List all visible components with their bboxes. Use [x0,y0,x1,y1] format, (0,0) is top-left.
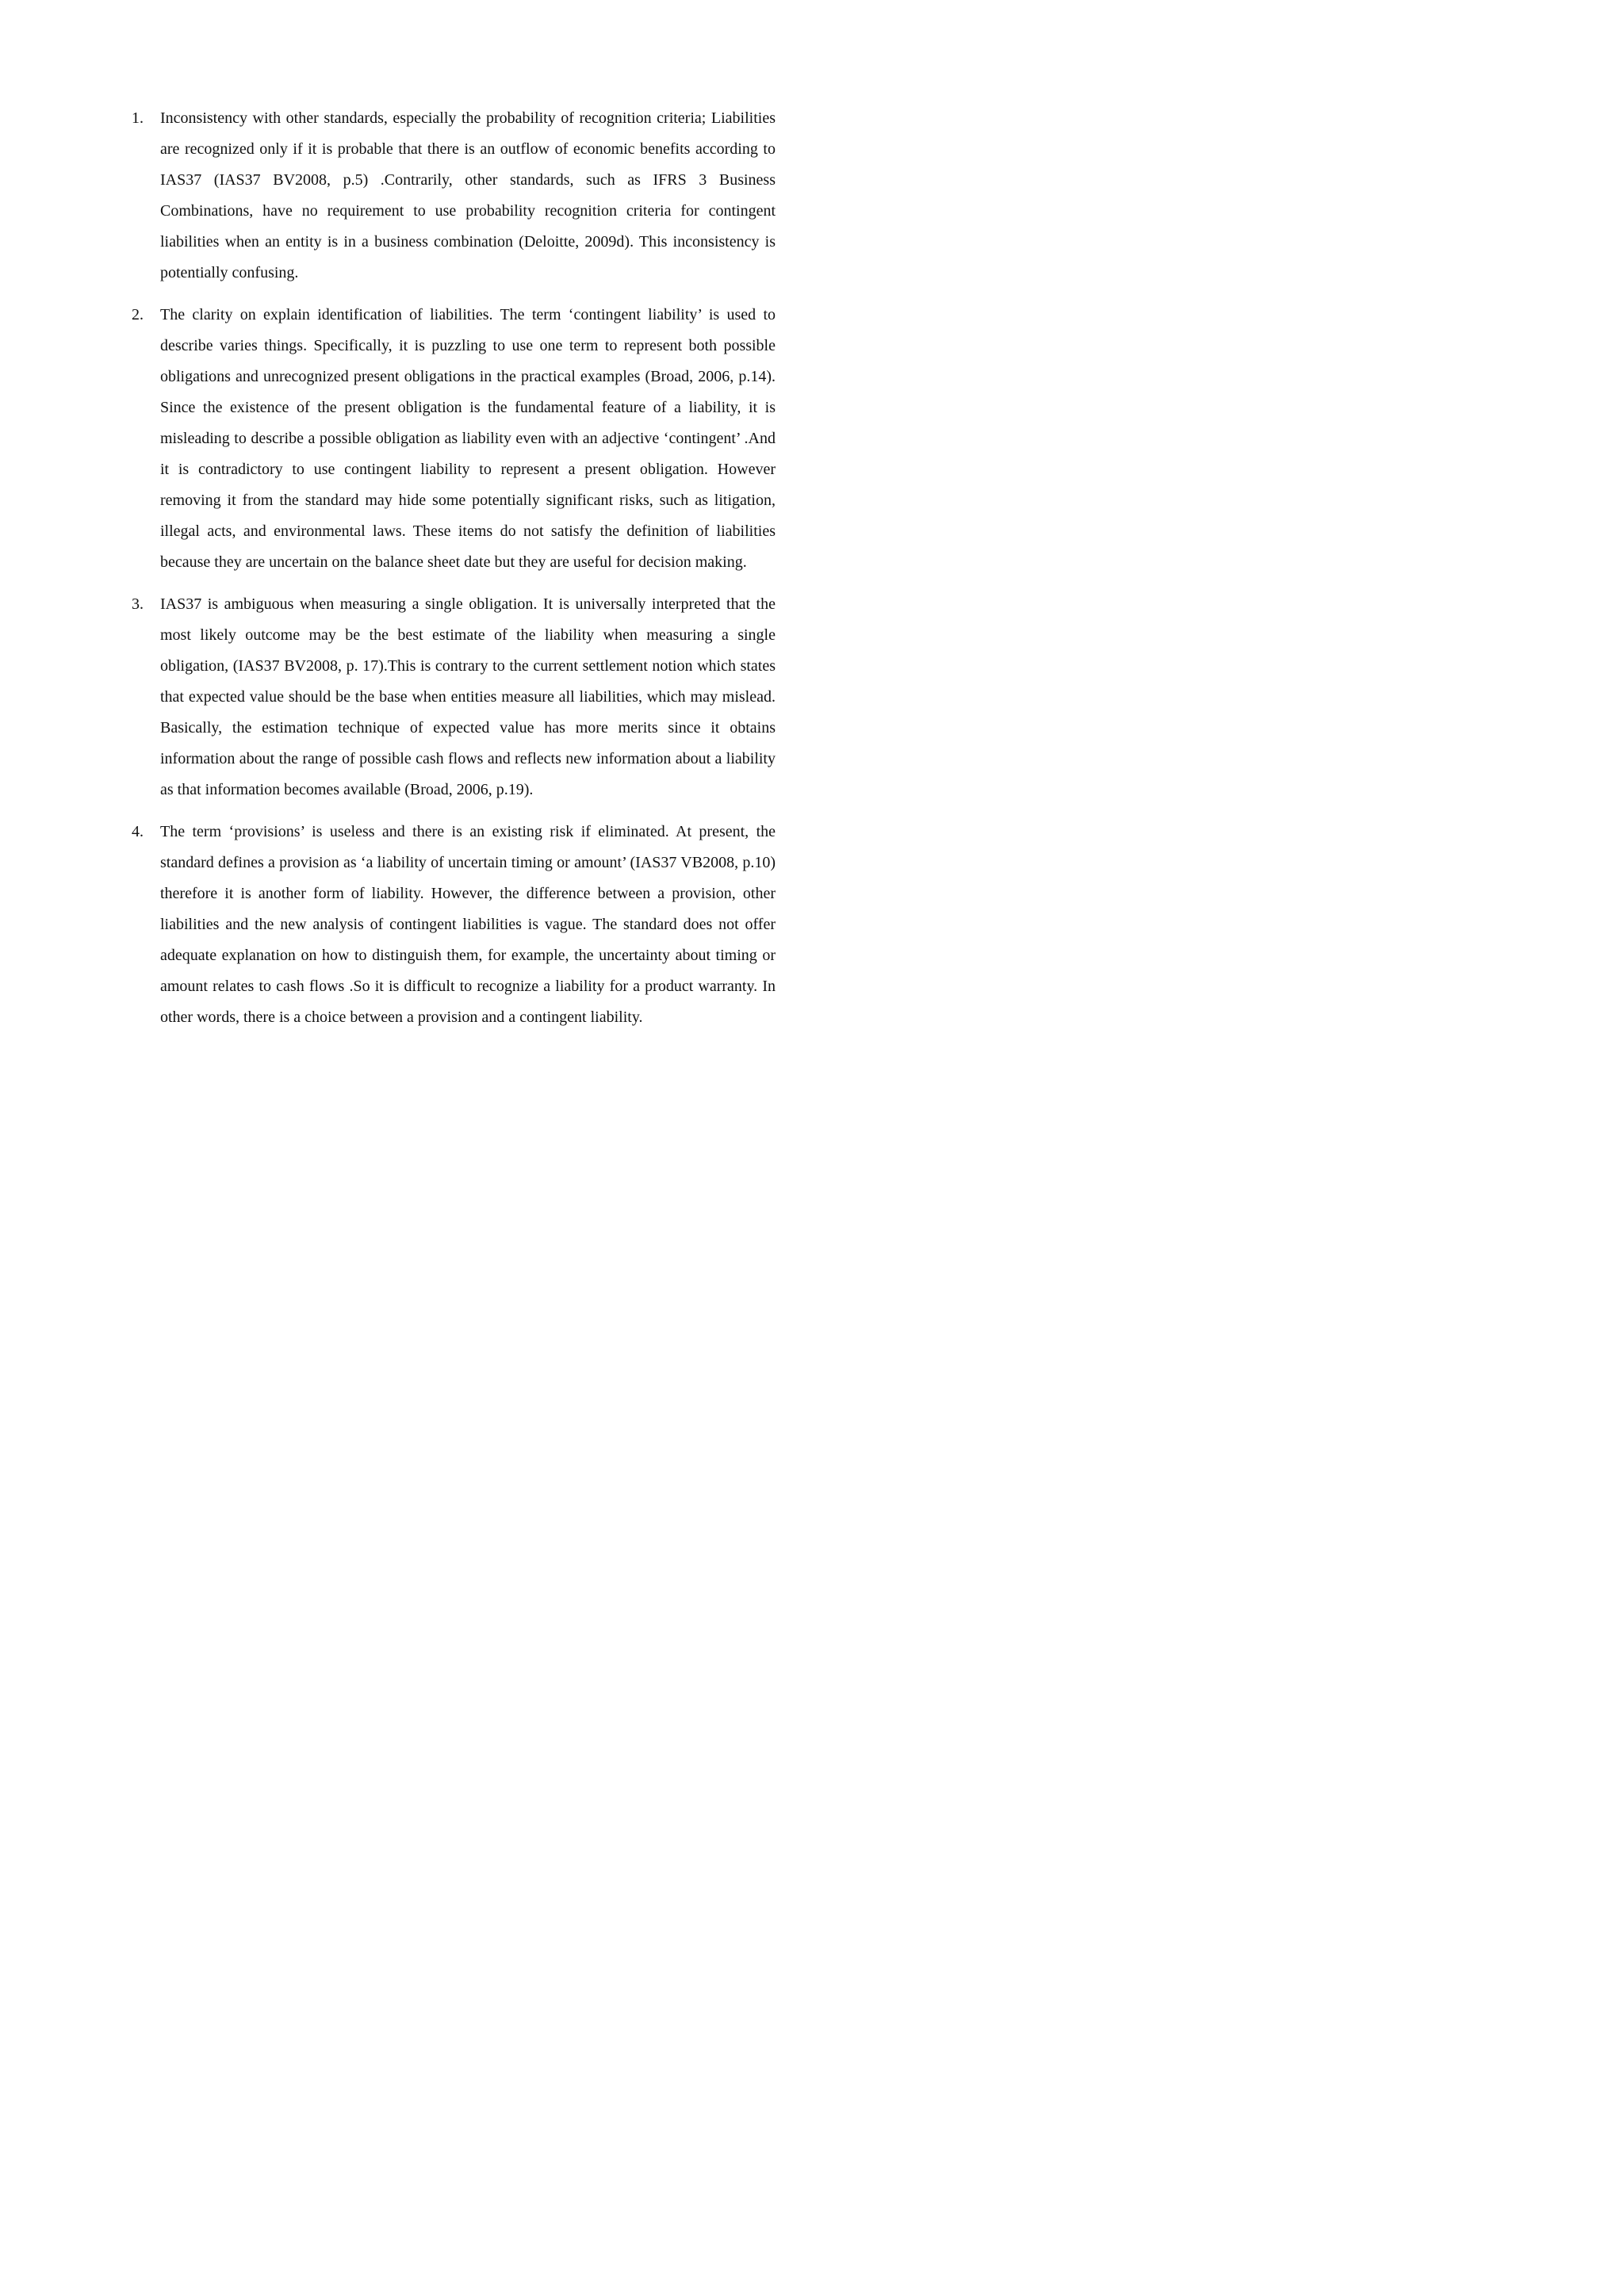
list-item-text: Inconsistency with other standards, especially the probability of recognition criteria; Liabilities are recognized only if it is probable that there is an outflow of economic benefits according to IAS37 (IAS37 BV2008, p.5) .Contrarily, other standards, such as IFRS 3 Business Combinations, have no requirement to use probability recognition criteria for contingent liabilities when an entity is in a business combination (Deloitte, 2009d). This inconsistency is potentially confusing. [160,109,776,281]
list-item-text: The term ‘provisions’ is useless and there is an existing risk if eliminated. At present, the standard defines a provision as ‘a liability of uncertain timing or amount’ (IAS37 VB2008, p.10) therefore it is another form of liability. However, the difference between a provision, other liabilities and the new analysis of contingent liabilities is vague. The standard does not offer adequate explanation on how to distinguish them, for example, the uncertainty about timing or amount relates to cash flows .So it is difficult to recognize a liability for a product warranty. In other words, there is a choice between a provision and a contingent liability. [160,823,776,1026]
document-page [0,0,891,1259]
list-item-number: 3. [132,595,144,613]
list-item [132,103,776,289]
list-item-text: IAS37 is ambiguous when measuring a single obligation. It is universally interpreted that the most likely outcome may be the best estimate of the liability when measuring a single obligation, (IAS37 BV2008, p. 17).This is contrary to the current settlement notion which states that expected value should be the base when entities measure all liabilities, which may mislead. Basically, the estimation technique of expected value has more merits since it obtains information about the range of possible cash flows and reflects new information about a liability as that information becomes available (Broad, 2006, p.19). [160,595,776,798]
numbered-list [132,103,776,1044]
list-item-number: 2. [132,306,144,323]
list-item [132,589,776,806]
list-item-text: The clarity on explain identification of liabilities. The term ‘contingent liability’ is used to describe varies things. Specifically, it is puzzling to use one term to represent both possible obligations and unrecognized present obligations in the practical examples (Broad, 2006, p.14). Since the existence of the present obligation is the fundamental feature of a liability, it is misleading to describe a possible obligation as liability even with an adjective ‘contingent’ .And it is contradictory to use contingent liability to represent a present obligation. However removing it from the standard may hide some potentially significant risks, such as litigation, illegal acts, and environmental laws. These items do not satisfy the definition of liabilities because they are uncertain on the balance sheet date but they are useful for decision making. [160,306,776,571]
list-item [132,300,776,578]
list-item-number: 4. [132,823,144,840]
list-item [132,817,776,1033]
list-item-number: 1. [132,109,144,127]
